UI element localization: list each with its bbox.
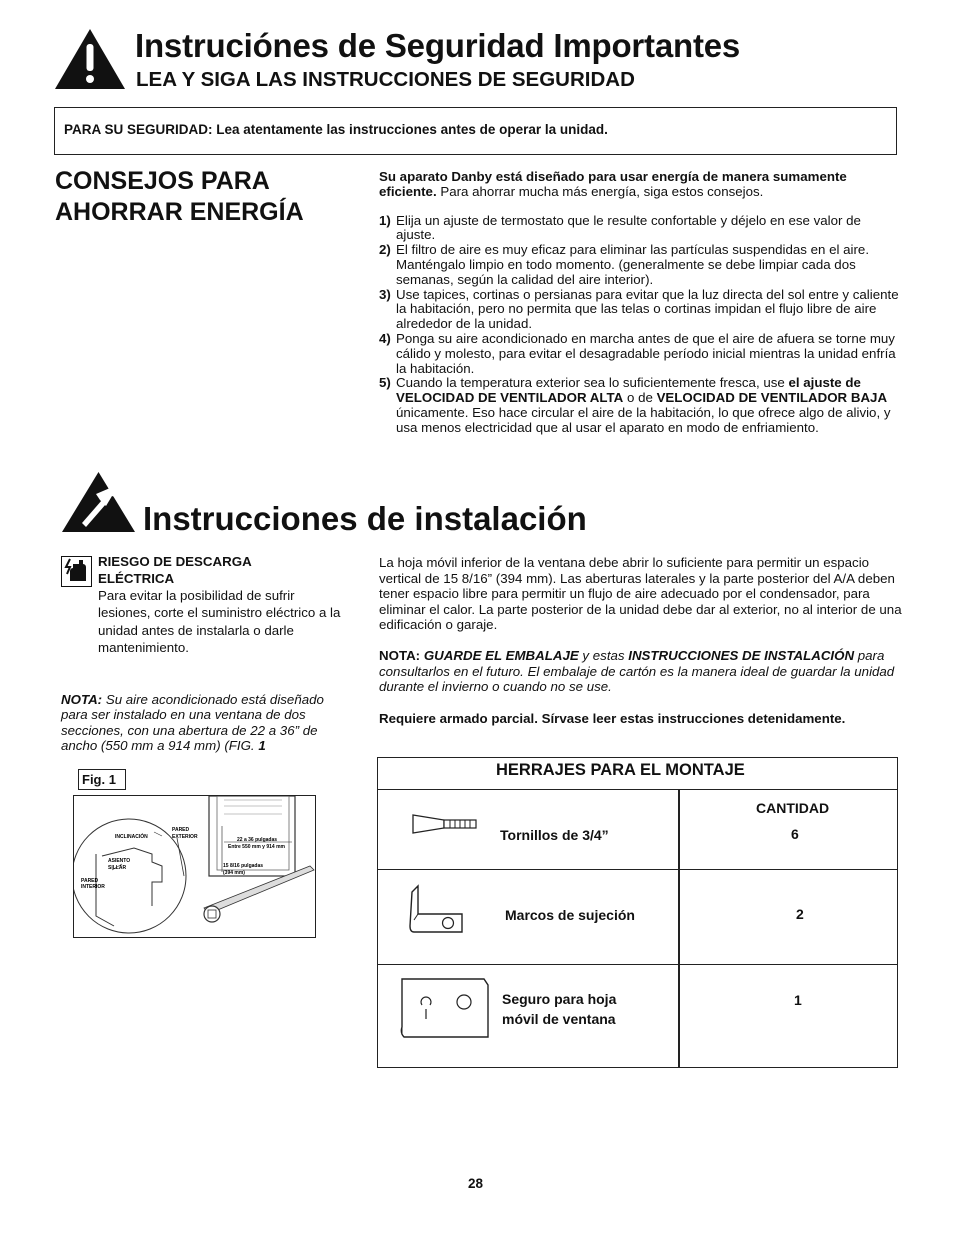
tip-text: o de: [623, 390, 657, 406]
label-pared-interior-2: INTERIOR: [81, 884, 105, 890]
install-paragraph: La hoja móvil inferior de la ventana debe abrir lo suficiente para permitir un espacio vertical de 15 8/16” (394 mm). Las aberturas laterales y la parte posterior del A/A deben tener espacio libre para permitir un flujo de aire adecuado por el condensador, para eliminar el calor. La parte posterior de la unidad debe dar al exterior, no al interior de una edificación o garaje.: [379, 555, 902, 633]
note2-bold-1: GUARDE EL EMBALAJE: [423, 648, 579, 663]
hardware-table-header: [378, 758, 897, 790]
table-row: [378, 965, 897, 1067]
warning-triangle-icon: [53, 27, 127, 91]
list-item: [379, 214, 901, 244]
energy-tips: [379, 170, 901, 436]
label-width-1: 22 a 36 pulgadas: [237, 837, 278, 843]
hardware-table: [377, 757, 898, 1068]
hardware-name-line2: móvil de ventana: [502, 1011, 616, 1027]
label-height-2: (394 mm): [223, 870, 245, 876]
install-note-2: [379, 648, 904, 695]
note-label: NOTA:: [61, 692, 103, 707]
tip-number: 3): [379, 286, 391, 302]
energy-intro-bold-1: Su aparato Danby está diseñado para usar energía de manera sumamente: [379, 169, 847, 184]
warning-title: RIESGO DE DESCARGA ELÉCTRICA: [98, 554, 252, 586]
note-fig: 1: [258, 738, 266, 754]
figure-1: [73, 795, 316, 938]
hardware-name: Tornillos de 3/4”: [500, 827, 609, 843]
tip-number: 1): [379, 212, 391, 228]
sash-lock-icon: [396, 975, 492, 1041]
safety-notice: PARA SU SEGURIDAD: Lea atentamente las instrucciones antes de operar la unidad.: [64, 122, 608, 137]
label-asiento-2: SILLAR: [108, 865, 127, 871]
window-diagram: [74, 796, 315, 937]
energy-intro: [379, 170, 901, 200]
figure-label: Fig. 1: [78, 769, 126, 790]
tip-bold: el ajuste de VELOCIDAD DE VENTILADOR ALTA: [396, 375, 861, 406]
note2-bold-2: INSTRUCCIONES DE INSTALACIÓN: [628, 648, 855, 663]
hardware-qty: 1: [794, 992, 802, 1008]
tip-number: 2): [379, 242, 391, 258]
hardware-table-title: HERRAJES PARA EL MONTAJE: [496, 761, 745, 779]
install-note: [61, 692, 351, 754]
tip-text: únicamente. Eso hace circular el aire de la habitación, lo que ofrece algo de alivio, y usa menos electricidad que al usar el aparato en modo de enfriamiento.: [396, 404, 891, 435]
tip-text: El filtro de aire es muy eficaz para eliminar las partículas suspendidas en el aire. Manténgalo limpio en todo momento. (generalmente se debe limpiar cada dos semanas, según la calidad del aire interior).: [396, 242, 870, 287]
install-requirement: Requiere armado parcial. Sírvase leer estas instrucciones detenidamente.: [379, 711, 846, 726]
note2-label: NOTA:: [379, 648, 421, 663]
list-item: [379, 332, 901, 376]
energy-intro-rest: Para ahorrar mucha más energía, siga estos consejos.: [436, 183, 764, 199]
quantity-header: CANTIDAD: [756, 800, 830, 816]
table-row: [378, 870, 897, 965]
label-asiento-1: ASIENTO: [108, 858, 131, 864]
energy-heading: [55, 166, 304, 228]
energy-heading-line1: CONSEJOS PARA: [55, 167, 270, 195]
tip-text: Ponga su aire acondicionado en marcha antes de que el aire de afuera se torne muy cálido y molesto, para evitar el desagradable período inicial mientras la unidad enfría la habitación.: [396, 330, 896, 376]
note2-text-2: para consultarlos en el futuro. El embalaje de cartón es la manera ideal de guardar la unidad durante el invierno o cuando no se use.: [379, 648, 895, 695]
tip-bold: VELOCIDAD DE VENTILADOR BAJA: [656, 390, 888, 406]
hardware-qty: 6: [791, 826, 799, 842]
list-item: [379, 243, 901, 287]
tip-text: Cuando la temperatura exterior sea lo suficientemente fresca, use: [396, 375, 789, 391]
label-pared-interior-1: PARED: [81, 878, 99, 884]
tips-list: [379, 214, 901, 436]
note2-text-1: y estas: [578, 648, 629, 663]
label-inclinacion: INCLINACIÓN: [115, 834, 148, 840]
tip-number: 5): [379, 375, 391, 391]
screw-icon: [410, 812, 478, 836]
safety-notice-box: [54, 107, 897, 155]
page-title: Instruciónes de Seguridad Importantes: [135, 27, 741, 64]
label-height-1: 15 8/16 pulgadas: [223, 863, 264, 869]
table-row: [378, 790, 897, 870]
energy-heading-line2: AHORRAR ENERGÍA: [55, 198, 304, 226]
list-item: [379, 288, 901, 332]
page-number: 28: [468, 1176, 484, 1191]
hardware-qty: 2: [796, 906, 804, 922]
tip-text: Elija un ajuste de termostato que le resulte confortable y déjelo en ese valor de ajuste.: [396, 212, 861, 243]
bracket-icon: [406, 884, 466, 936]
hammer-warning-icon: [60, 470, 137, 534]
install-title: Instrucciones de instalación: [143, 500, 587, 537]
hardware-name-line1: Seguro para hoja: [502, 991, 617, 1007]
list-item: [379, 376, 901, 435]
tip-text: Use tapices, cortinas o persianas para evitar que la luz directa del sol entre y caliente la habitación, pero no permita que las telas o cortinas impidan el flujo libre de aire alrededor de la unidad.: [396, 286, 899, 332]
hardware-name: [502, 989, 616, 1029]
electric-shock-icon: [61, 556, 92, 587]
page-subtitle: LEA Y SIGA LAS INSTRUCCIONES DE SEGURIDAD: [136, 68, 635, 91]
warning-body: Para evitar la posibilidad de sufrir lesiones, corte el suministro eléctrico a la unidad antes de instalarla o darle mantenimiento.: [98, 588, 341, 656]
energy-intro-bold-2: eficiente.: [379, 183, 437, 199]
label-pared-exterior-2: EXTERIOR: [172, 834, 198, 840]
note-text: Su aire acondicionado está diseñado para ser instalado en una ventana de dos secciones, con una abertura de 22 a 36” de ancho (550 mm a 914 mm) (FIG.: [61, 692, 324, 754]
label-pared-exterior-1: PARED: [172, 827, 190, 833]
tip-number: 4): [379, 330, 391, 346]
label-width-2: Entre 550 mm y 914 mm: [228, 844, 285, 850]
hardware-name: Marcos de sujeción: [505, 907, 635, 923]
